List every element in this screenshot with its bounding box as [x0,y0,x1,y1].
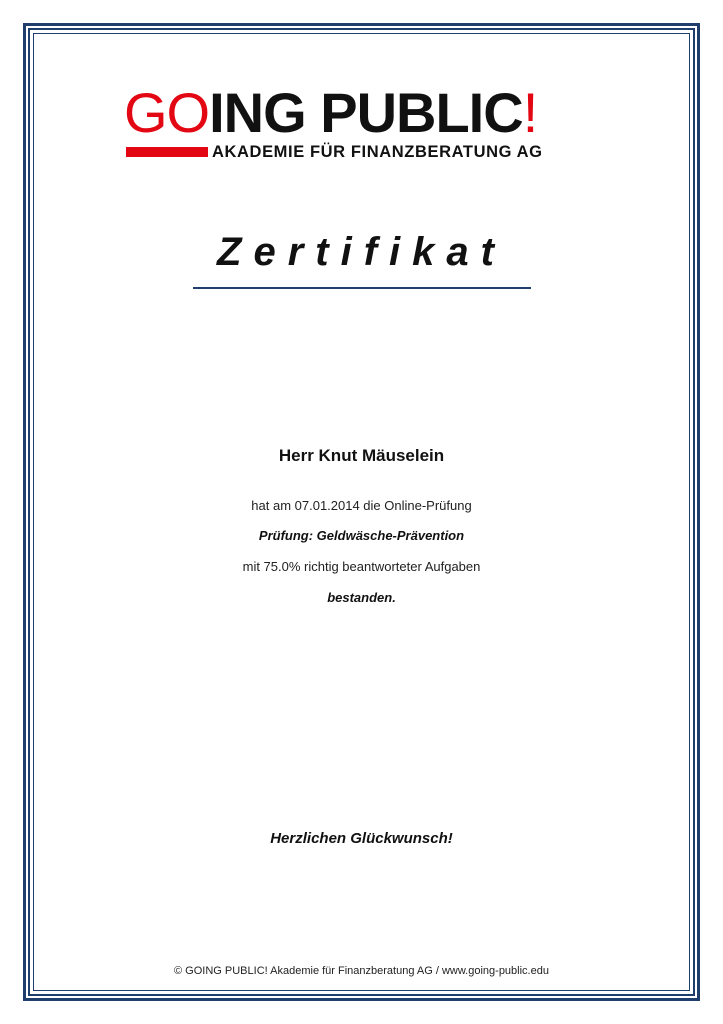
logo-ing-public: ING PUBLIC [209,81,523,144]
logo-wordmark [124,81,538,144]
score-line: mit 75.0% richtig beantworteter Aufgaben [242,559,481,574]
footer-copyright: © GOING PUBLIC! Akademie für Finanzberatung AG / www.going-public.edu [174,965,549,977]
exam-title: Prüfung: Geldwäsche-Prävention [258,528,465,543]
logo-exclamation: ! [522,81,538,144]
logo-subtitle: AKADEMIE FÜR FINANZBERATUNG AG [212,143,543,161]
result-text: bestanden. [327,590,396,605]
logo-go: GO [124,81,210,144]
recipient-name: Herr Knut Mäuselein [278,446,445,465]
congratulations-text: Herzlichen Glückwunsch! [270,830,453,847]
exam-date-line: hat am 07.01.2014 die Online-Prüfung [251,498,472,513]
logo-red-bar [126,147,208,157]
company-logo [124,81,604,164]
certificate-title: Zertifikat [217,230,506,274]
title-underline [193,287,531,289]
